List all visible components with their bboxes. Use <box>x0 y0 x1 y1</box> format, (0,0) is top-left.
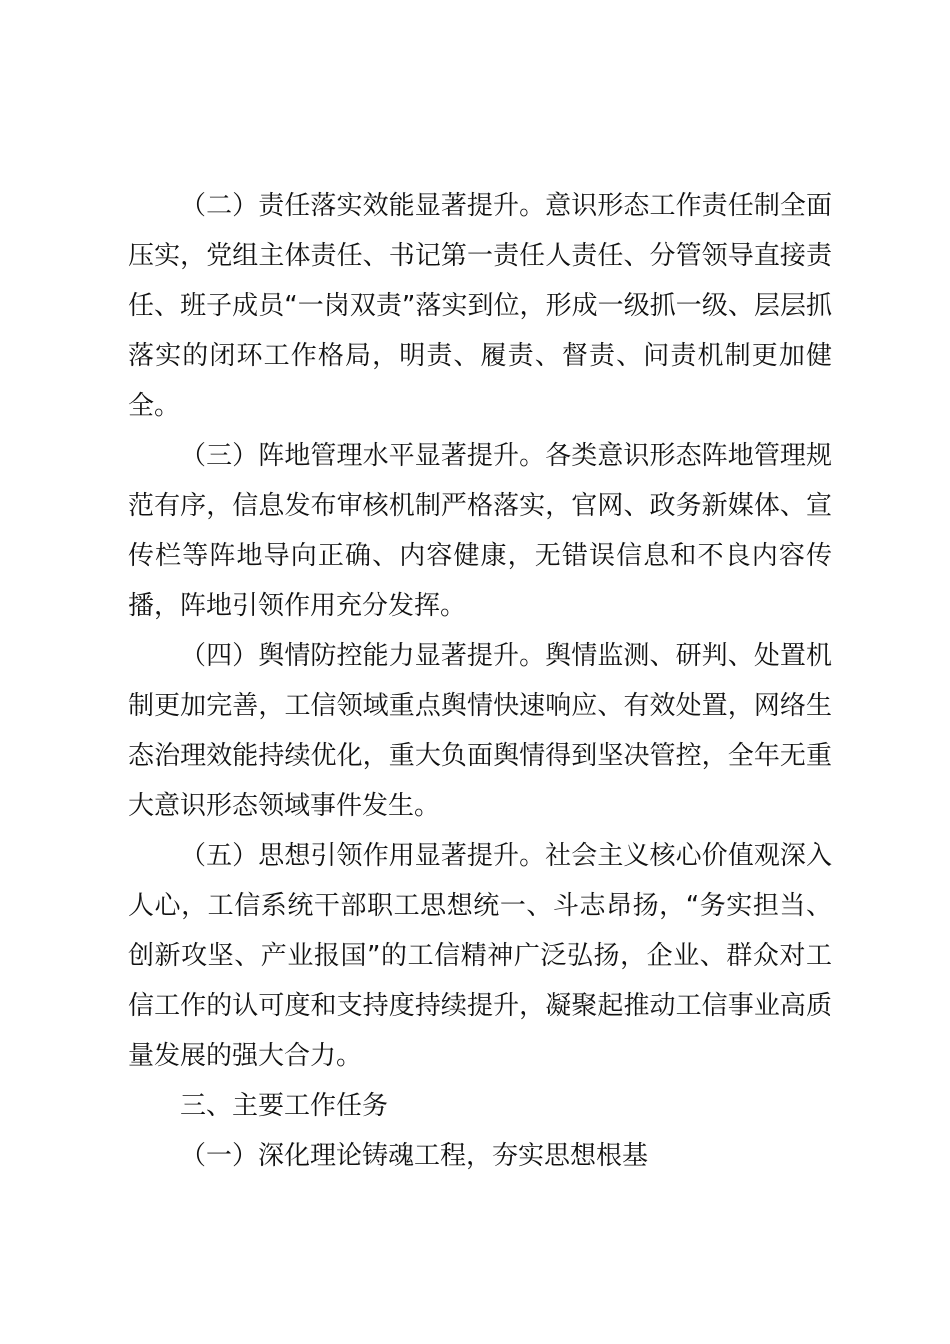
sub-heading: （一）深化理论铸魂工程，夯实思想根基 <box>180 1141 649 1171</box>
paragraph-responsibility: （二）责任落实效能显著提升。意识形态工作责任制全面压实，党组主体责任、书记第一责任人责任、分管领导直接责任、班子成员“一岗双责”落实到位，形成一级抓一级、层层抓落实的闭环工作格局，明责、履责、督责、问责机制更加健全。 <box>128 191 832 421</box>
paragraph-public-opinion: （四）舆情防控能力显著提升。舆情监测、研判、处置机制更加完善，工信领域重点舆情快速响应、有效处置，网络生态治理效能持续优化，重大负面舆情得到坚决管控，全年无重大意识形态领域事件发生。 <box>128 641 832 821</box>
paragraph-position-management: （三）阵地管理水平显著提升。各类意识形态阵地管理规范有序，信息发布审核机制严格落实，官网、政务新媒体、宣传栏等阵地导向正确、内容健康，无错误信息和不良内容传播，阵地引领作用充分发挥。 <box>128 441 832 621</box>
document-body <box>128 181 832 1181</box>
section-heading: 三、主要工作任务 <box>180 1091 389 1121</box>
paragraph-ideological-guidance: （五）思想引领作用显著提升。社会主义核心价值观深入人心，工信系统干部职工思想统一、斗志昂扬，“务实担当、创新攻坚、产业报国”的工信精神广泛弘扬，企业、群众对工信工作的认可度和支持度持续提升，凝聚起推动工信事业高质量发展的强大合力。 <box>128 841 832 1071</box>
